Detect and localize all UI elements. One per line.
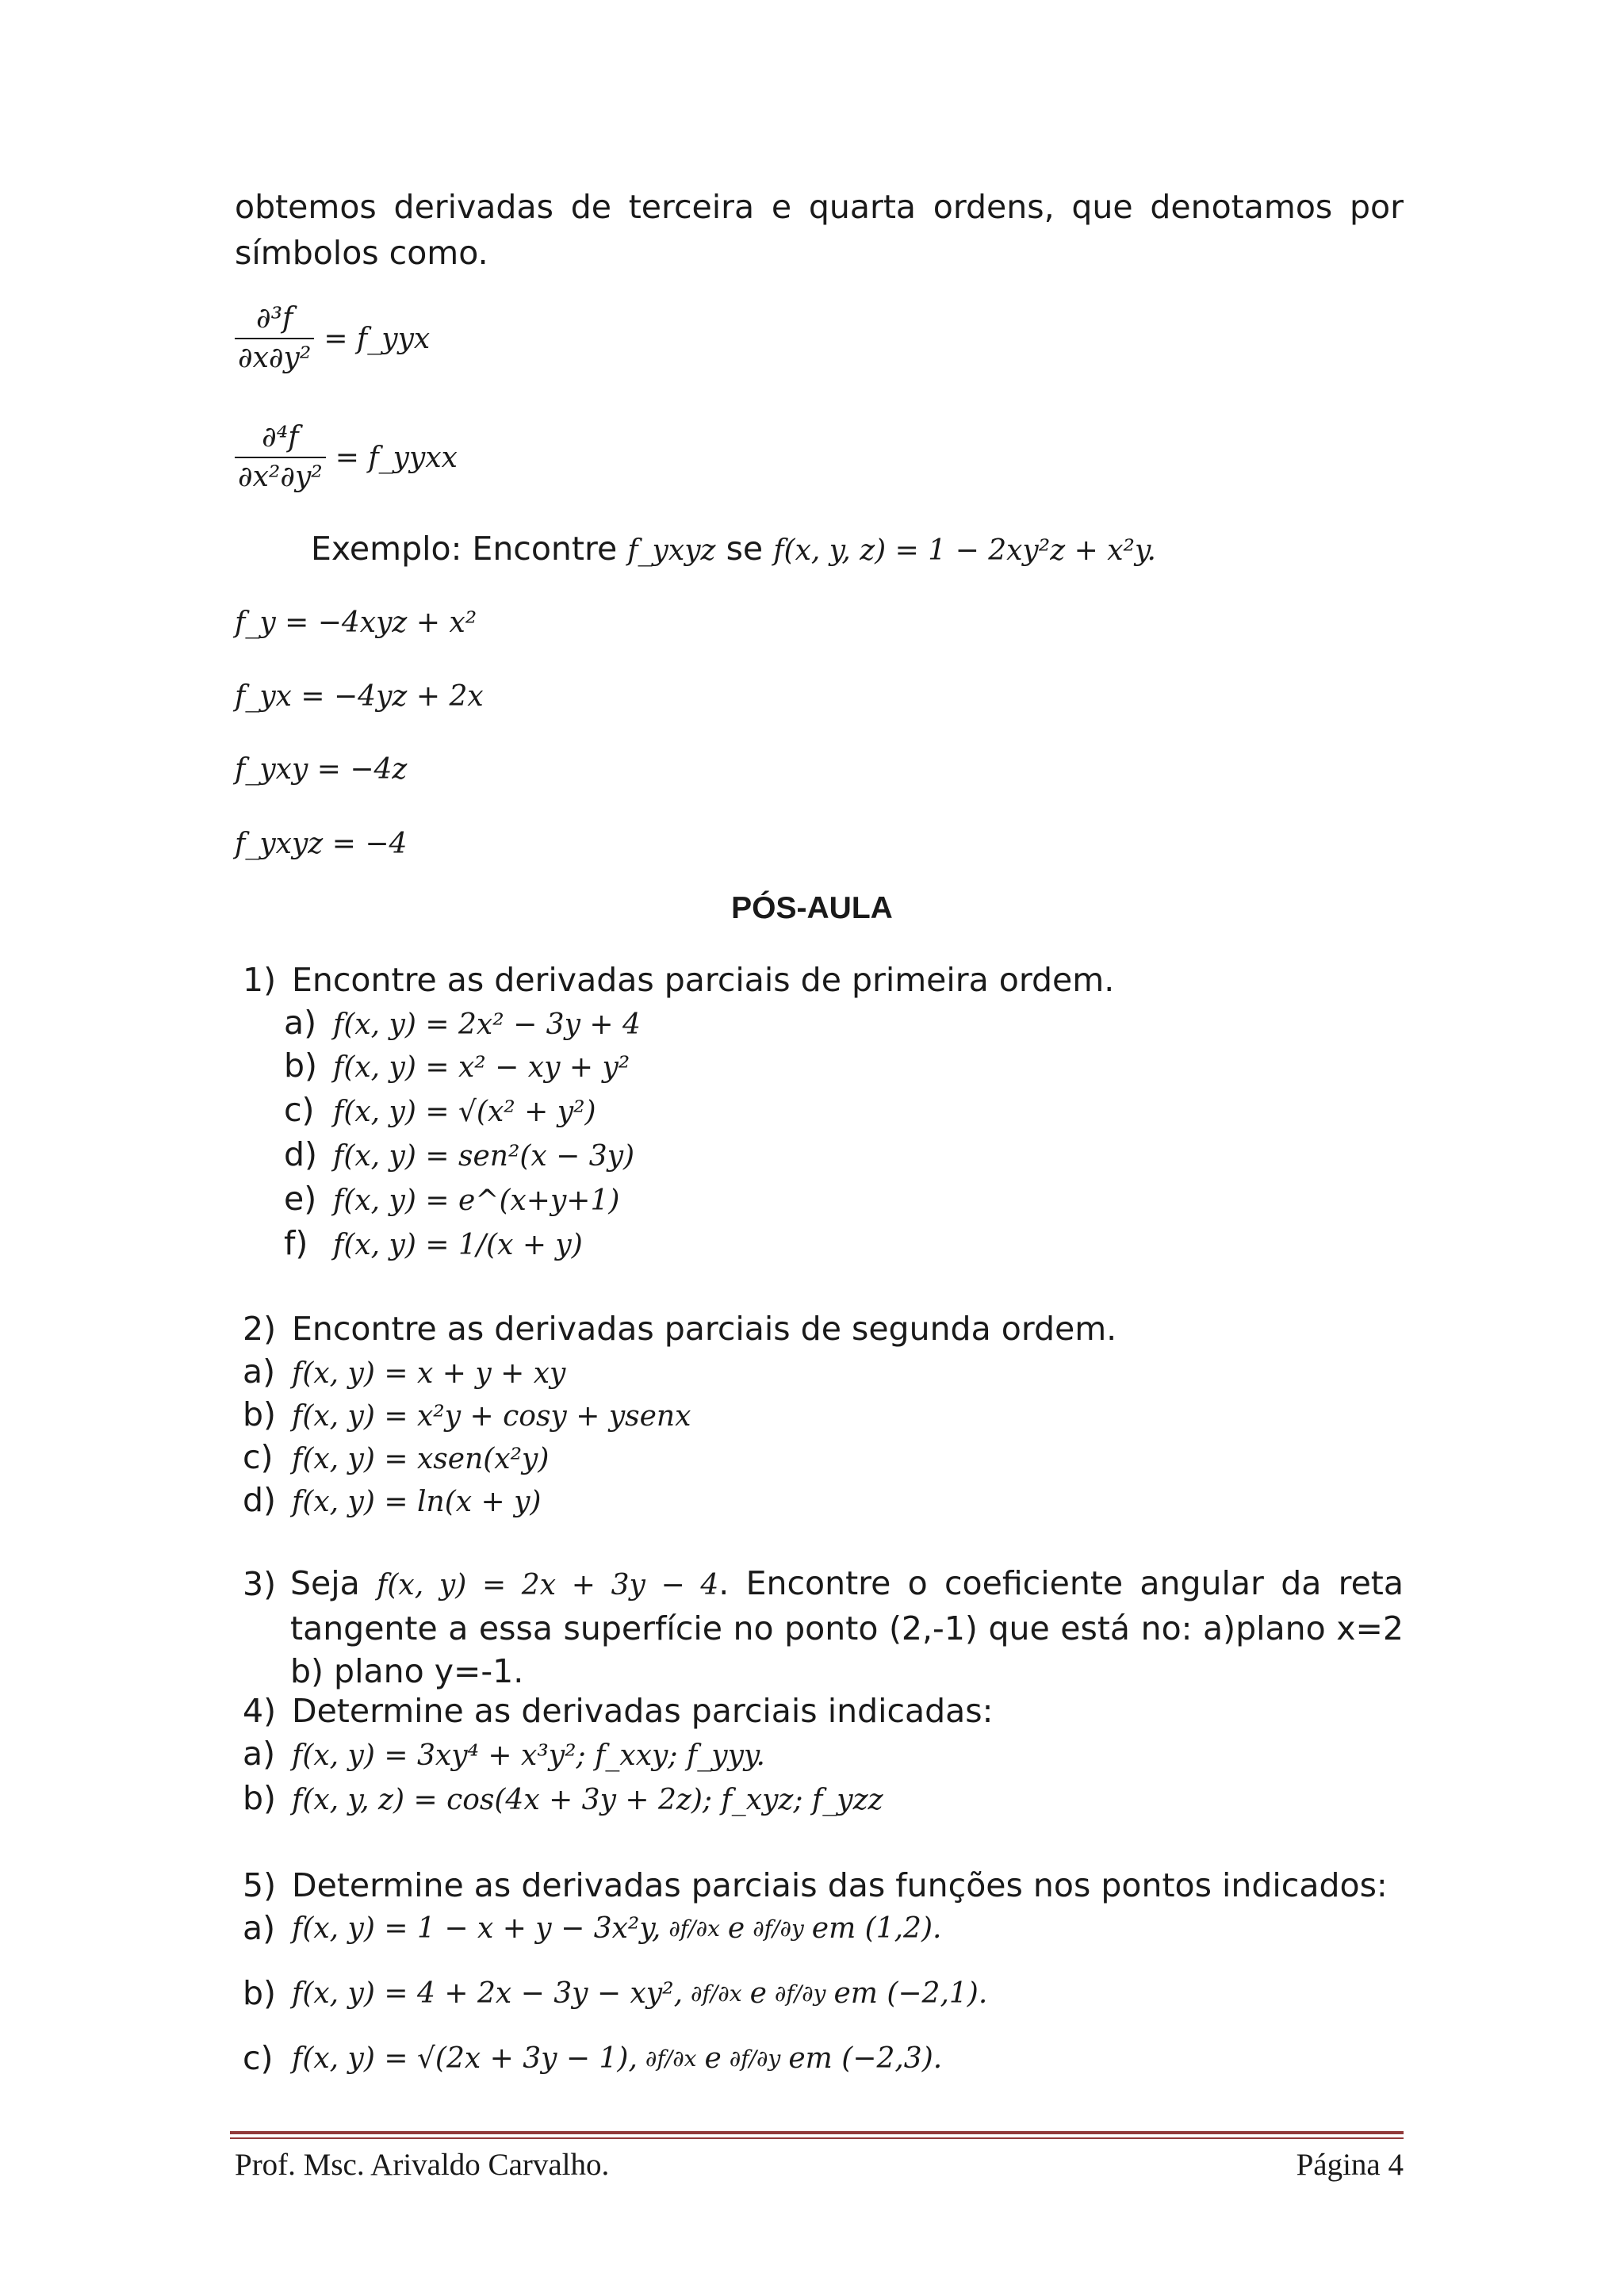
question-3: Seja f(x, y) = 2x + 3y − 4. Encontre o coeficiente angular da reta tangente a essa superfície no ponto (2,-1) que está no: a)plano x=2 b) plano y=-1. <box>290 1564 1404 1690</box>
equation-third-order <box>235 300 430 377</box>
footer-divider <box>230 2131 1404 2134</box>
list-item: f) f(x, y) = 1/(x + y) <box>284 1224 583 1262</box>
footer-author: Prof. Msc. Arivaldo Carvalho. <box>235 2148 610 2182</box>
list-item: c) f(x, y) = √(2x + 3y − 1), ∂f/∂x e ∂f/∂y em (−2,3). <box>243 2039 943 2077</box>
question-2: 2) Encontre as derivadas parciais de segunda ordem. <box>243 1310 1117 1348</box>
list-item: a) f(x, y) = 2x² − 3y + 4 <box>284 1004 641 1042</box>
solution-line: f_y = −4xyz + x² <box>235 607 477 639</box>
fraction-denominator: ∂x∂y² <box>238 342 312 374</box>
list-item: d) f(x, y) = sen²(x − 3y) <box>284 1135 635 1173</box>
intro-paragraph: obtemos derivadas de terceira e quarta ordens, que denotamos por símbolos como. <box>235 188 1404 272</box>
fraction-numerator: ∂⁴f <box>235 419 326 458</box>
list-item: b) f(x, y) = 4 + 2x − 3y − xy², ∂f/∂x e ∂f/∂y em (−2,1). <box>243 1974 988 2012</box>
list-item: c) f(x, y) = √(x² + y²) <box>284 1091 596 1129</box>
fraction-numerator: ∂³f <box>235 300 314 339</box>
question-5: 5) Determine as derivadas parciais das funções nos pontos indicados: <box>243 1866 1388 1904</box>
solution-line: f_yx = −4yz + 2x <box>235 680 484 713</box>
fraction-denominator: ∂x²∂y² <box>238 461 323 493</box>
equation-rhs: = f_yyx <box>324 322 431 355</box>
list-item: b) f(x, y) = x²y + cosy + ysenx <box>243 1395 691 1433</box>
question-1: 1) Encontre as derivadas parciais de primeira ordem. <box>243 961 1115 999</box>
list-item: a) f(x, y) = x + y + xy <box>243 1353 566 1391</box>
list-item: a) f(x, y) = 3xy⁴ + x³y²; f_xxy; f_yyy. <box>243 1735 765 1773</box>
list-item: a) f(x, y) = 1 − x + y − 3x²y, ∂f/∂x e ∂f/∂y em (1,2). <box>243 1909 942 1947</box>
footer-page-number: Página 4 <box>1296 2148 1404 2182</box>
list-item: e) f(x, y) = e^(x+y+1) <box>284 1180 620 1218</box>
list-item: b) f(x, y, z) = cos(4x + 3y + 2z); f_xyz; f_yzz <box>243 1779 883 1817</box>
equation-rhs: = f_yyxx <box>335 441 458 474</box>
list-item: c) f(x, y) = xsen(x²y) <box>243 1438 550 1476</box>
list-item: d) f(x, y) = ln(x + y) <box>243 1481 542 1519</box>
solution-line: f_yxy = −4z <box>235 753 408 786</box>
list-item: b) f(x, y) = x² − xy + y² <box>284 1047 630 1085</box>
example-statement: Exemplo: Encontre f_yxyz se f(x, y, z) = 1 − 2xy²z + x²y. <box>311 530 1156 568</box>
section-heading: PÓS-AULA <box>731 891 893 925</box>
question-3-number: 3) <box>243 1565 277 1603</box>
footer-divider <box>230 2137 1404 2139</box>
solution-line: f_yxyz = −4 <box>235 828 408 860</box>
equation-fourth-order <box>235 419 458 496</box>
question-4: 4) Determine as derivadas parciais indicadas: <box>243 1692 994 1730</box>
